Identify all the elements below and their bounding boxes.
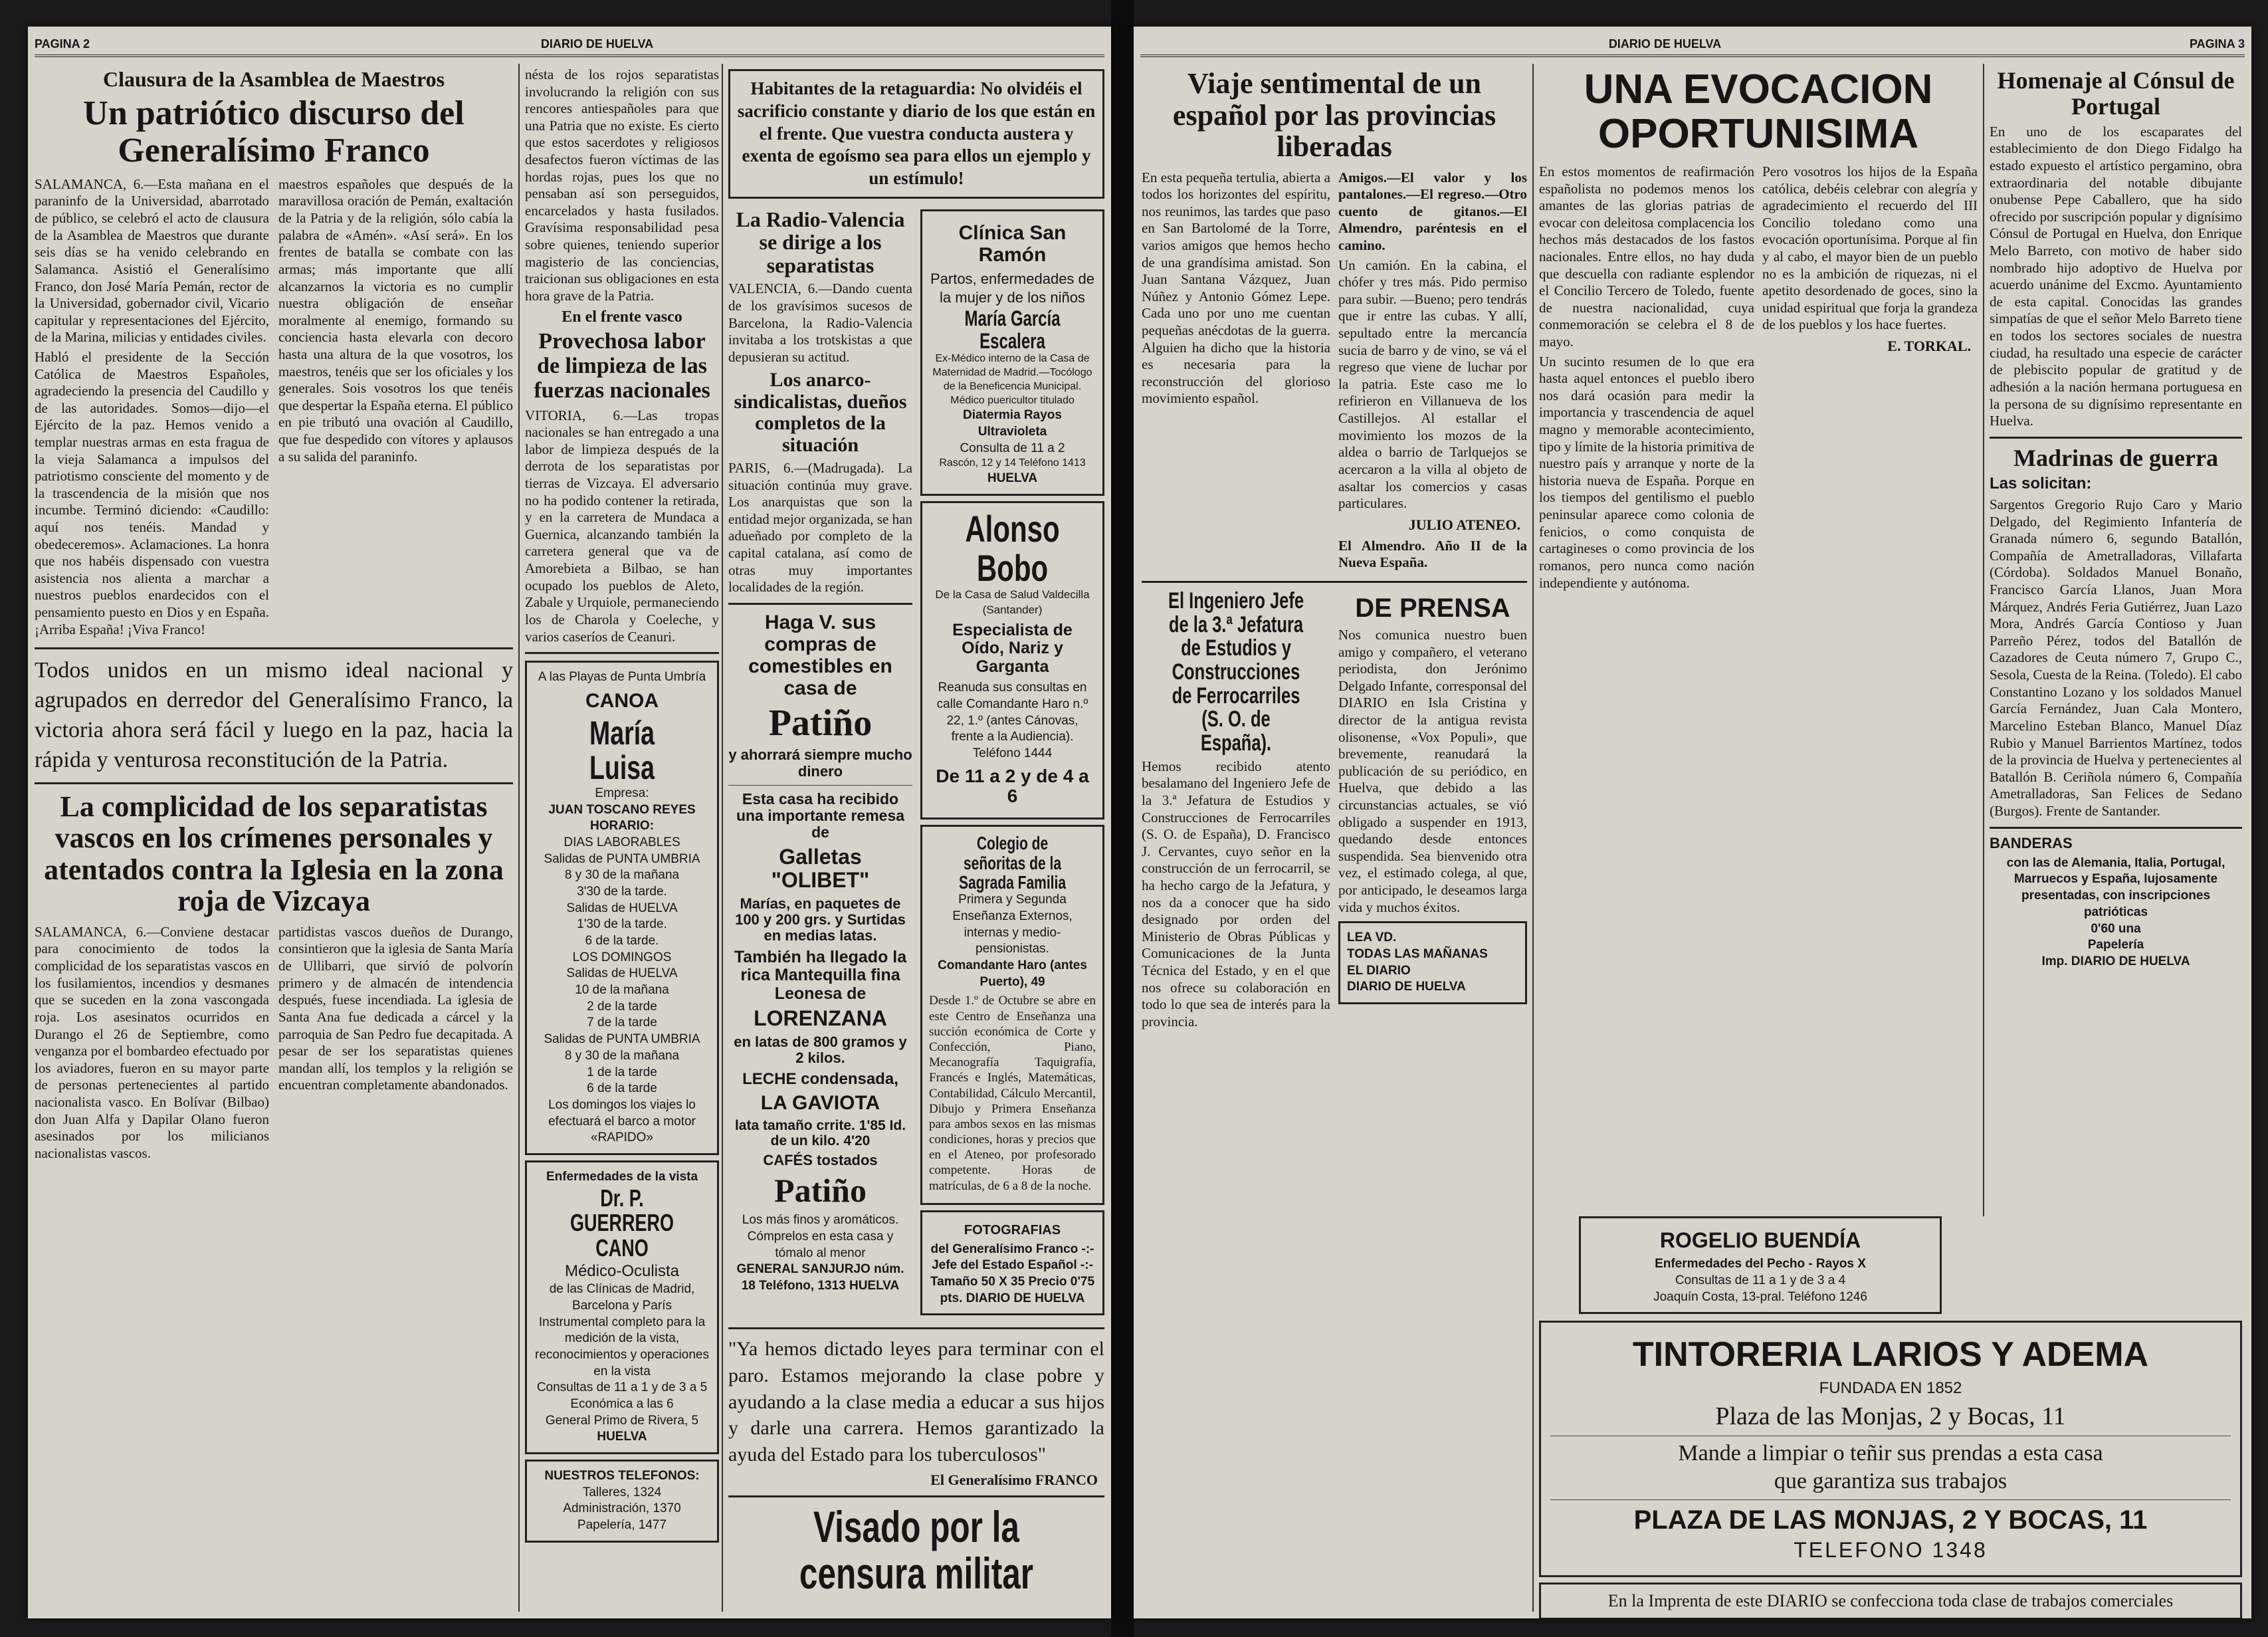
homenaje-body: En uno de los escaparates del establecimiento de don Diego Fidalgo ha estado expuesto el artístico pergamino, obra extraordinaria del notable dibujante onubense Pepe Caballero, que ha sido ofrecido por suscripción popular y dignísimo Cónsul de Portugal en Huelva, don Enrique Melo Barreto, con motivo de haber sido nombrado hijo adoptivo de Huelva por acuerdo unánime del Excmo. Ayuntamiento de esta capital. Conocidas las grandes simpatías de que el señor Melo Barreto tiene en todos los sectores sociales de nuestra ciudad, ha resultado una especie de carácter de plebiscito popular de gratitud y de adhesión a la nación hermana portuguesa en la persona de su dignísimo representante en Huelva. [1990,123,2242,429]
guerrero-role: Médico-Oculista [564,1262,680,1281]
patino-l4: Marías, en paquetes de 100 y 200 grs. y Surtidas en medias latas. [735,895,906,944]
canoa-line: 2 de la tarde [587,999,657,1014]
guerrero-city: HUELVA [597,1430,647,1444]
patino-l9: CAFÉS tostados [763,1152,878,1169]
banderas-shop1: Papelería [2087,938,2144,952]
canoa-line: Salidas de PUNTA UMBRIA [544,851,700,866]
prensa-headline: DE PRENSA [1355,593,1510,623]
lea-box [1338,921,1527,1004]
evocacion-sig: E. TORKAL. [1887,338,1971,354]
radio-body: VALENCIA, 6.—Dando cuenta de los gravísimos sucesos de Barcelona, la Radio-Valencia invitaba a los trotskistas a que depusieran su actitud. [728,280,912,365]
art1-body3: maestros españoles que después de la maravillosa oración de Pemán, exaltación de la Patria y de la religión, sólo cabía la palabra de «Amén». «Así será». En los frentes de batalla se combate con las armas; más importante que allí alcanzarnos la victoria es no cumplir nuestra obligación de enseñar moralmente al enemigo, formando su conciencia hasta elevarla con decoro hasta una altura de la que vosotros, los maestros, tenéis que ser los oficiales y los generales. Sois vosotros los que tenéis que despertar la España eterna. El público en pie tributó una ovación al Caudillo, que fue despedido con vítores y aplausos a su salida del paraninfo. [278,175,513,465]
evocacion-headline: UNA EVOCACION OPORTUNISIMA [1584,66,1933,157]
anarco-headline: Los anarco-sindicalistas, dueños completos de la situación [734,369,907,456]
canoa-line: 6 de la tarde. [585,934,659,948]
lea-line: TODAS LAS MAÑANAS [1347,947,1488,961]
buendia-name: ROGELIO BUENDÍA [1659,1228,1861,1252]
guerrero-addr: General Primo de Rivera, 5 [545,1413,699,1428]
bobo-body: Reanuda sus consultas en calle Comandante Haro n.º 22, 1.º (antes Cánovas, frente a la Audiencia). Teléfono 1444 [936,681,1088,760]
art3-body2: partidistas vascos dueños de Durango, consintieron que la iglesia de Santa María de Ullibarri, que sirvió de polvorín primero y de almacén de intendencia después, fuese incendiada. La iglesia de Santa Ana fue dedicada a cárcel y la parroquia de San Pedro fue decapitada. A pesar de ser los separatistas quienes mandan allí, los templos y la religión se encuentran completamente abandonados. [278,923,513,1093]
patino-l1: Haga V. sus compras de comestibles en casa de [748,611,892,699]
col-rule [1532,64,1534,1612]
right-running-head [1140,33,2245,57]
phones-line: Administración, 1370 [563,1501,681,1516]
left-running-head [35,33,1104,57]
art2-headline: Provechosa labor de limpieza de las fuerzas nacionales [534,329,710,403]
clinica-city: HUELVA [987,471,1038,486]
canoa-line: 1'30 de la tarde. [577,917,667,932]
canoa-line: LOS DOMINGOS [572,950,672,964]
ad-colegio [920,825,1104,1205]
patino-addr: GENERAL SANJURJO núm. 18 Teléfono, 1313 HUELVA [736,1262,904,1293]
tintoreria-name: TINTORERIA LARIOS Y ADEMA [1632,1335,2149,1374]
canoa-name: María Luisa [589,714,655,787]
canoa-line: 6 de la tarde [587,1081,657,1096]
patino-product: Galletas "OLIBET" [771,844,870,892]
colegio-sub: Primera y Segunda Enseñanza Externos, internas y medio-pensionistas. [952,893,1073,956]
phones-box [525,1460,719,1543]
imprenta-banner: En la Imprenta de este DIARIO se confecciona toda clase de trabajos comerciales [1539,1582,2242,1618]
banderas-price: 0'60 una [2091,921,2141,936]
homenaje-headline: Homenaje al Cónsul de Portugal [1997,67,2235,120]
right-bottom-ads [1539,1216,2242,1612]
viaje-body3: Un camión. En la cabina, el chófer y tres más. Pido permiso para subir. —Bueno; pero tendrás que ir entre las cubas. Y allí, sepultado entre la mercancía sucia de barro y de vino, se vá el regreso que viene de luchar por la patria. Este caso me lo refirieron en Villanueva de los Castillejos. Al estallar el movimiento los mozos de la aldea o barrio de Tarlquejos se acercaron a la villa al objeto de asaltar los comercios y casas particulares. [1338,257,1527,512]
viaje-sig: JULIO ATENEO. [1408,516,1520,533]
ad-guerrero [525,1160,719,1454]
left-col-right [728,64,1104,1612]
clinica-addr: Rascón, 12 y 14 Teléfono 1413 [939,457,1086,469]
canoa-line: Los domingos los viajes lo efectuará el barco a motor «RAPIDO» [548,1097,696,1145]
canoa-owner: JUAN TOSCANO REYES [548,802,696,817]
bobo-hours: De 11 a 2 y de 4 a 6 [936,765,1089,807]
patino-l6: en latas de 800 gramos y 2 kilos. [734,1034,907,1067]
ad-canoa [525,661,719,1155]
bobo-name: Alonso Bobo [965,507,1060,589]
ad-foto [920,1210,1104,1316]
ad-bobo [920,501,1104,819]
canoa-schedule [534,835,710,1146]
ingeniero-headline: El Ingeniero Jefe de la 3.ª Jefatura de Estudios y Construcciones de Ferrocarriles (S. O. de España). [1168,588,1304,756]
evocacion-body2: Un sucinto resumen de lo que era hasta aquel entonces el pueblo ibero nos dará ocasión para medir la importancia y trascendencia de aquel magno y memorable acontecimiento, tipo y límite de la historia primitiva de nuestro país y arranque y norte de la historia nueva de España. Porque en los tiempos del gentilismo el pueblo peninsular aparece como colonia de fenicios, o como conquista de cartagineses o como provincia de los romanos, pero nunca como nación independiente y autónoma. [1539,353,1754,591]
clinica-services: Diatermia Rayos Ultravioleta [963,408,1062,439]
evocacion-body3: Pero vosotros los hijos de la España católica, debéis celebrar con alegría y agradecimiento el recuerdo del III Concilio toledano como una evocación oportunísima. Porque al fin y al cabo, el mayor bien de un pueblo no es la ambición de riquezas, ni el apetito desordenado de goces, sino la unidad espiritual que forja la grandeza de los pueblos y los hace fuertes. [1762,163,1978,333]
evocacion-body1: En estos momentos de reafirmación españolista no podemos menos los amantes de las glorias patrias de evocar con deleitosa complacencia los hechos más destacados de los fastos nacionales. Entre ellos, no hay duda que descuella con radiante esplendor el Concilio Tercero de Toledo, fuente de nuestra nacionalidad, cuya conmemoración se celebra el 8 de mayo. [1539,163,1754,350]
canoa-empresa: Empresa: [595,786,649,800]
art3-body1: SALAMANCA, 6.—Conviene destacar para conocimiento de todos la complicidad de los separatistas vascos en los fusilamientos, incendios y desmanes que se suceden en la zona vascongada roja. Los asesinatos ocurridos en Durango el 26 de Septiembre, como venganza por el bombardeo efectuado por los aviadores, fueron en su mayor parte de personas pertenecientes al partido nacionalista vasco. En Bolívar (Bilbao) don Juan Alfa y Dapilar Olano fueron asesinados por los milicianos nacionalistas vascos. [35,923,269,1161]
banner-retaguardia: Habitantes de la retaguardia: No olvidéis el sacrificio constante y diario de los que están en el frente. Que vuestra conducta austera y exenta de egoísmo sea para ellos un ejemplo y un estímulo! [728,69,1104,199]
canoa-label: CANOA [585,689,659,712]
canoa-line: 8 y 30 de la mañana [564,1048,680,1063]
guerrero-top: Enfermedades de la vista [546,1169,698,1184]
canoa-line: Salidas de HUELVA [566,901,678,915]
phones-line: Talleres, 1324 [582,1485,662,1499]
left-page-number: PAGINA 2 [35,37,90,51]
art1-body2: Habló el presidente de la Sección Católica de Maestros Españoles, agradeciendo la presencia del Caudillo y de las autoridades. Somos—dijo—el Ejército de la paz. Hemos venido a templar nuestras armas en esta fragua de la vieja Salamanca a impulsos del patriotismo consciente del momento y de la trascendencia de la misión que nos incumbe. Terminó diciendo: «Caudillo: aquí nos tenéis. Mandad y obedeceremos». Aclamaciones. La honra que nos habéis dispensado con vuestra asistencia nos alienta a marchar a nuestros pueblos enardecidos con el pensamiento puesto en Dios y en España. ¡Arriba España! ¡Viva Franco! [35,348,269,637]
patino-l10: Los más finos y aromáticos. Cómprelos en esta casa y tómalo al menor [742,1213,899,1260]
ad-patino [728,611,912,1295]
canoa-horario: HORARIO: [589,819,655,833]
viaje-body1: Amigos.—El valor y los pantalones.—El regreso.—Otro cuento de gitanos.—El Almendro, paréntesis en el camino. [1338,169,1527,253]
left-paper-name: DIARIO DE HUELVA [540,37,654,51]
banderas-headline: BANDERAS [1990,834,2073,851]
bobo-spec: Especialista de Oído, Nariz y Garganta [952,620,1073,676]
right-page-number: PAGINA 3 [2189,37,2245,51]
art3-headline: La complicidad de los separatistas vascos en los crímenes personales y atentados contra la Iglesia en la zona roja de Vizcaya [44,790,504,918]
patino-l8: lata tamaño crrite. 1'85 Id. de un kilo. 4'20 [734,1118,906,1149]
radio-headline: La Radio-Valencia se dirige a los separatistas [736,207,905,277]
art1-continuation: nésta de los rojos separatistas involucrando la religión con sus rencores antiespañoles para que una Patria que no existe. Es cierto que estos sacerdotes y religiosos desafectos fueron víctimas de las hordas rojas, pues los que no pensaban así son perseguidos, encarcelados y hasta fusilados. Gravísima responsabilidad pesa sobre quienes, teniendo superior magisterio de las conciencias, traicionan sus obligaciones en esta hora grave de la Patria. [525,66,719,304]
col-rule [722,64,723,1612]
tintoreria-addr: Plaza de las Monjas, 2 y Bocas, 11 [1715,1402,2066,1430]
right-page [1134,27,2251,1618]
canoa-line: 7 de la tarde [587,1016,657,1030]
clinica-sub: Partos, enfermedades de la mujer y de los niños [930,270,1095,306]
ingeniero-body: Hemos recibido atento besalamano del Ingeniero Jefe de la 3.ª Jefatura de Estudios y Construcciones de Ferrocarriles (S. O. de España), D. Francisco J. Cervantes, cuyo señor en la construcción de un ferrocarril, se ha hecho cargo de la Jefatura, y nos da a conocer que ha sido designado por orden del Ministerio de Obras Públicas y Comunicaciones de la Junta Técnica del Estado, y en el que nos ofrece su colaboración en todo lo que sea de interés para la provincia. [1142,758,1330,1030]
patino-brand: Patiño [768,702,873,744]
guerrero-hours: Consultas de 11 a 1 y de 3 a 5 Económica a las 6 [536,1380,708,1412]
tintoreria-slogan1: Mande a limpiar o teñir sus prendas a esta casa [1678,1440,2103,1466]
ad-clinica [920,209,1104,496]
left-col-3 [525,64,719,1612]
art1-headline: Un patriótico discurso del Generalísimo Franco [83,94,464,169]
left-col-main [35,64,513,1612]
phones-title: NUESTROS TELEFONOS: [544,1469,700,1483]
banderas-shop2: Imp. DIARIO DE HUELVA [2041,954,2190,968]
clinica-doctor: María García Escalera [964,306,1061,353]
patino-brand2: LORENZANA [754,1006,887,1031]
quote-franco: "Ya hemos dictado leyes para terminar con el paro. Estamos mejorando la clase pobre y ayudando a la clase media a educar a sus hijos y darle una carrera. Hemos garantizado la ayuda del Estado para los tuberculosos" [728,1338,1104,1466]
madrinas-sub: Las solicitan: [1990,474,2092,492]
viaje-body2: En esta pequeña tertulia, abierta a todos los horizontes del espíritu, nos reunimos, las tardes que paso en San Bartolomé de la Torre, varios amigos que hemos hecho de una grandísima amistad. Son Juan Santana Vázquez, Juan Núñez y Antonio Gómez Lepe. Cada uno por uno me cuentan pequeñas anécdotas de la guerra. Alguien ha dicho que la historia es necesaria para la reconstrucción del glorioso movimiento español. [1142,169,1330,407]
clinica-hours: Consulta de 11 a 2 [960,441,1065,455]
art2-kicker: En el frente vasco [562,308,682,326]
banderas-body: con las de Alemania, Italia, Portugal, Marruecos y España, lujosamente presentadas, con inscripciones patrióticas [2006,855,2225,919]
madrinas-headline: Madrinas de guerra [2013,444,2218,471]
guerrero-name: Dr. P. GUERRERO CANO [569,1184,674,1262]
tintoreria-phone: TELEFONO 1348 [1794,1538,1988,1563]
tintoreria-addr2: PLAZA DE LAS MONJAS, 2 Y BOCAS, 11 [1633,1505,2148,1535]
tintoreria-founded: FUNDADA EN 1852 [1819,1379,1962,1398]
foto-body: del Generalísimo Franco -:- Jefe del Estado Español -:- Tamaño 50 X 35 Precio 0'75 pts. DIARIO DE HUELVA [930,1242,1095,1305]
phones-line: Papelería, 1477 [577,1518,667,1533]
buendia-hours: Consultas de 11 a 1 y de 3 a 4 [1675,1273,1846,1287]
prensa-body: Nos comunica nuestro buen amigo y compañero, el veterano periodista, don Jerónimo Delgado Infante, corresponsal del DIARIO en Isla Cristina y director de la antigua revista olisonense, «Vox Populi», que brevemente, reanudará la publicación de su periódico, en Huelva, que debido a las circunstancias actuales, se vió obligado a suspender en 1913, quedando desde entonces suspendida. Sea bienvenido otra vez, el estimado colega, al que, por anticipado, le deseamos larga vida y muchos éxitos. [1338,626,1527,915]
canoa-line: 3'30 de la tarde. [577,884,667,899]
page-gutter [1111,0,1134,1637]
patino-l5: También ha llegado la rica Mantequilla fina Leonesa de [734,947,907,1003]
left-page [28,27,1111,1618]
clinica-cred: Ex-Médico interno de la Casa de Maternidad de Madrid.—Tocólogo de la Beneficencia Municipal. Médico puericultor titulado [932,353,1092,406]
colegio-addr: Comandante Haro (antes Puerto), 49 [938,958,1087,989]
right-paper-name: DIARIO DE HUELVA [1608,37,1722,51]
lea-line: DIARIO DE HUELVA [1347,980,1466,994]
art1-body1: SALAMANCA, 6.—Esta mañana en el paraninfo de la Universidad, abarrotado de público, se celebró el acto de clausura de la Asamblea de Maestros que durante seis días se ha venido celebrando en Salamanca. Asistió el Generalísimo Franco, don José María Pemán, rector de la Universidad, gobernador civil, Vicario capitular y representaciones del Ejército, de la Marina, milicias y entidades civiles. [35,175,269,346]
patino-l7: LECHE condensada, [742,1069,898,1088]
viaje-foot: El Almendro. Año II de la Nueva España. [1338,537,1527,571]
canoa-line: 1 de la tarde [587,1065,657,1079]
colegio-body: Desde 1.º de Octubre se abre en este Centro de Enseñanza una succión económica de Corte y Confección, Piano, Mecanografía Taquigrafía, Francés e Inglés, Matemáticas, Contabilidad, Cálculo Mercantil, Dibujo y Primera Enseñanza para ambos sexos en las mismas condiciones, horas y precios que en el Ateneo, por profesorado competente. Horas de matrículas, de 6 a 8 de la noche. [929,994,1096,1193]
patino-l2: y ahorrará siempre mucho dinero [728,746,912,780]
patino-brand4: Patiño [774,1172,867,1210]
censura-banner: Visado por la censura militar [799,1502,1034,1598]
lea-line: EL DIARIO [1347,963,1411,978]
canoa-line: DIAS LABORABLES [564,835,680,849]
right-col-1 [1142,64,1527,1612]
art2-body: VITORIA, 6.—Las tropas nacionales se han entregado a una labor de limpieza después de la derrota de los separatistas por tierras de Vizcaya. El adversario no ha podido contener la retirada, y en la carretera de Mundaca a Guernica, alcanzando también la carretera general que va de Amorebieta a Bilbao, se han ocupado los pueblos de Aleto, Zabale y Urquiole, permaneciendo los de Charola y Coeleche, y varios caseríos de Ceanuri. [525,407,719,645]
anarco-body: PARIS, 6.—(Madrugada). La situación continúa muy grave. Los anarquistas que son la entidad mejor organizada, se han adueñado por completo de la capital catalana, así como de otras muy importantes localidades de la región. [728,460,912,596]
canoa-line: 8 y 30 de la mañana [564,868,680,883]
quote-unidos: Todos unidos en un mismo ideal nacional y agrupados en derredor del Generalísimo Franco, la victoria ahora será fácil y luego en la paz, hacia la rápida y venturosa reconstitución de la Patria. [35,658,513,772]
buendia-addr: Joaquín Costa, 13-pral. Teléfono 1246 [1653,1289,1867,1304]
canoa-line: Salidas de HUELVA [566,966,678,981]
tintoreria-slogan2: que garantiza sus trabajos [1774,1469,2008,1494]
madrinas-body: Sargentos Gregorio Rujo Caro y Mario Delgado, del Regimiento Infantería de Granada número 6, segundo Batallón, Compañía de Ametralladoras, Villafarta (Córdoba). Soldados Manuel Bonaño, Francisco García Llanos, Juan Mora Márquez, Andrés Feria Gutiérrez, Juan Lazo Mora, Andrés García Contioso y Juan Parreño Pérez, todos del Batallón de Cazadores de Ceuta número 7, Grupo C., Sesola, Cuesta de la Reina. (Toledo). El cabo Constantino Lozano y los soldados Manuel García Fernández, Juan Cala Montero, Marcelino Esteban Blanco, Manuel Díaz Rubio y Manuel Barrientos Martínez, todos de la provincia de Huelva y pertenecientes al Batallón B. Ceriñola número 6, Compañía Ametralladoras, San Felices de Sedano (Burgos). Frente de Santander. [1990,496,2242,819]
canoa-line: 10 de la mañana [575,983,669,998]
canoa-line: Salidas de PUNTA UMBRIA [544,1032,700,1047]
buendia-line: Enfermedades del Pecho - Rayos X [1655,1257,1866,1271]
colegio-title: Colegio de señoritas de la Sagrada Familia [958,833,1067,893]
guerrero-cred: de las Clínicas de Madrid, Barcelona y París [549,1282,695,1313]
bobo-sub: De la Casa de Salud Valdecilla (Santander) [935,588,1090,616]
foto-title: FOTOGRAFIAS [964,1222,1061,1238]
canoa-top: A las Playas de Punta Umbría [538,670,706,685]
guerrero-body: Instrumental completo para la medición de la vista, reconocimientos y operaciones en la vista [535,1315,709,1378]
quote-franco-sig: El Generalísimo FRANCO [930,1472,1098,1489]
viaje-headline: Viaje sentimental de un español por las provincias liberadas [1172,67,1496,164]
ad-buendia [1579,1216,1942,1314]
col-rule [518,64,520,1612]
ad-tintoreria [1539,1321,2242,1577]
lea-line: LEA VD. [1347,930,1397,945]
patino-brand3: LA GAVIOTA [760,1092,880,1114]
art1-kicker: Clausura de la Asamblea de Maestros [102,67,445,91]
patino-l3: Esta casa ha recibido una importante remesa de [736,790,905,841]
clinica-title: Clínica San Ramón [958,221,1067,266]
